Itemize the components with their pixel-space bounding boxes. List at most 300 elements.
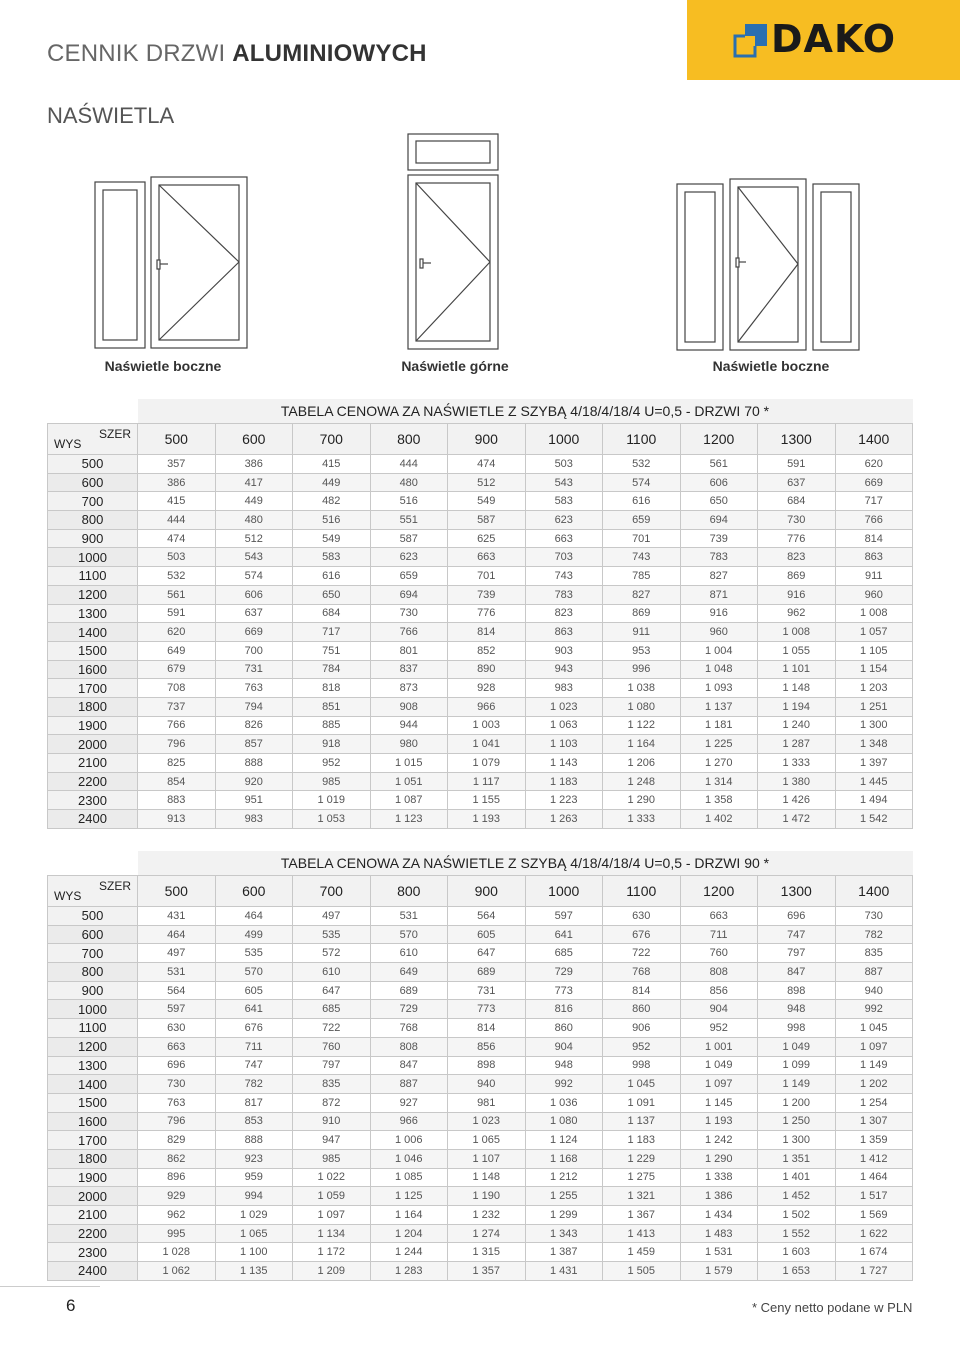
price-cell: 1 203 <box>835 679 913 698</box>
price-cell: 860 <box>525 1019 603 1038</box>
price-cell: 825 <box>138 754 216 773</box>
price-cell: 883 <box>138 791 216 810</box>
row-header-height: 1000 <box>48 548 138 567</box>
price-cell: 983 <box>525 679 603 698</box>
price-cell: 797 <box>758 944 836 963</box>
price-cell: 1 413 <box>603 1224 681 1243</box>
table-row <box>48 810 913 829</box>
row-header-height: 2300 <box>48 791 138 810</box>
price-cell: 783 <box>680 548 758 567</box>
table-row <box>48 585 913 604</box>
price-cell: 512 <box>215 529 293 548</box>
price-cell: 663 <box>448 548 526 567</box>
price-cell: 1 244 <box>370 1243 448 1262</box>
price-cell: 814 <box>835 529 913 548</box>
price-table-door-70 <box>47 399 913 829</box>
price-cell: 543 <box>215 548 293 567</box>
price-cell: 570 <box>370 925 448 944</box>
price-cell: 1 004 <box>680 641 758 660</box>
price-cell: 1 148 <box>448 1168 526 1187</box>
price-cell: 564 <box>138 981 216 1000</box>
table-row <box>48 660 913 679</box>
price-cell: 784 <box>293 660 371 679</box>
price-cell: 1 143 <box>525 754 603 773</box>
price-cell: 1 314 <box>680 772 758 791</box>
price-cell: 583 <box>525 492 603 511</box>
price-cell: 444 <box>138 511 216 530</box>
row-header-height: 800 <box>48 963 138 982</box>
price-cell: 650 <box>293 585 371 604</box>
price-cell: 980 <box>370 735 448 754</box>
width-axis-label: SZER <box>98 879 131 893</box>
row-header-height: 1500 <box>48 641 138 660</box>
price-cell: 574 <box>603 473 681 492</box>
column-header-width: 700 <box>293 424 371 455</box>
price-cell: 1 459 <box>603 1243 681 1262</box>
price-cell: 449 <box>293 473 371 492</box>
price-cell: 1 338 <box>680 1168 758 1187</box>
price-cell: 1 149 <box>758 1075 836 1094</box>
price-cell: 1 003 <box>448 716 526 735</box>
price-cell: 1 223 <box>525 791 603 810</box>
price-cell: 776 <box>758 529 836 548</box>
column-header-width: 1100 <box>603 876 681 907</box>
price-cell: 574 <box>215 567 293 586</box>
row-header-height: 2100 <box>48 1206 138 1225</box>
price-cell: 637 <box>758 473 836 492</box>
price-cell: 911 <box>835 567 913 586</box>
price-cell: 981 <box>448 1093 526 1112</box>
row-header-height: 1300 <box>48 1056 138 1075</box>
price-cell: 1 124 <box>525 1131 603 1150</box>
price-cell: 773 <box>525 981 603 1000</box>
price-cell: 739 <box>448 585 526 604</box>
price-cell: 717 <box>835 492 913 511</box>
price-cell: 920 <box>215 772 293 791</box>
price-cell: 1 046 <box>370 1149 448 1168</box>
price-cell: 1 300 <box>835 716 913 735</box>
price-cell: 1 401 <box>758 1168 836 1187</box>
price-cell: 531 <box>370 907 448 926</box>
table-row <box>48 981 913 1000</box>
price-cell: 776 <box>448 604 526 623</box>
door-top-light-drawing <box>407 133 499 351</box>
price-cell: 659 <box>370 567 448 586</box>
price-cell: 763 <box>138 1093 216 1112</box>
price-cell: 940 <box>835 981 913 1000</box>
price-cell: 782 <box>215 1075 293 1094</box>
price-cell: 918 <box>293 735 371 754</box>
price-cell: 647 <box>448 944 526 963</box>
price-cell: 766 <box>835 511 913 530</box>
price-cell: 826 <box>215 716 293 735</box>
price-cell: 1 275 <box>603 1168 681 1187</box>
price-cell: 888 <box>215 754 293 773</box>
price-cell: 923 <box>215 1149 293 1168</box>
price-cell: 1 333 <box>758 754 836 773</box>
price-cell: 856 <box>448 1037 526 1056</box>
column-header-width: 1100 <box>603 424 681 455</box>
column-header-width: 1000 <box>525 876 603 907</box>
price-cell: 948 <box>758 1000 836 1019</box>
column-header-width: 900 <box>448 876 526 907</box>
price-cell: 696 <box>138 1056 216 1075</box>
column-header-width: 500 <box>138 876 216 907</box>
table-row <box>48 1187 913 1206</box>
price-cell: 962 <box>758 604 836 623</box>
price-cell: 1 351 <box>758 1149 836 1168</box>
price-cell: 1 051 <box>370 772 448 791</box>
price-cell: 630 <box>603 907 681 926</box>
price-cell: 711 <box>215 1037 293 1056</box>
price-cell: 1 122 <box>603 716 681 735</box>
row-header-height: 600 <box>48 925 138 944</box>
price-cell: 992 <box>835 1000 913 1019</box>
row-header-height: 1200 <box>48 585 138 604</box>
table-row <box>48 567 913 586</box>
price-cell: 1 164 <box>603 735 681 754</box>
price-cell: 827 <box>680 567 758 586</box>
price-cell: 731 <box>448 981 526 1000</box>
price-cell: 1 464 <box>835 1168 913 1187</box>
price-cell: 852 <box>448 641 526 660</box>
price-cell: 669 <box>215 623 293 642</box>
price-cell: 1 008 <box>758 623 836 642</box>
price-cell: 1 569 <box>835 1206 913 1225</box>
price-cell: 1 062 <box>138 1262 216 1281</box>
price-cell: 994 <box>215 1187 293 1206</box>
price-cell: 823 <box>525 604 603 623</box>
price-cell: 1 091 <box>603 1093 681 1112</box>
table-row <box>48 1112 913 1131</box>
price-cell: 1 505 <box>603 1262 681 1281</box>
price-cell: 783 <box>525 585 603 604</box>
row-header-height: 2200 <box>48 1224 138 1243</box>
price-cell: 898 <box>448 1056 526 1075</box>
price-cell: 1 254 <box>835 1093 913 1112</box>
price-cell: 1 038 <box>603 679 681 698</box>
price-cell: 948 <box>525 1056 603 1075</box>
price-cell: 561 <box>138 585 216 604</box>
table-row <box>48 641 913 660</box>
price-cell: 1 380 <box>758 772 836 791</box>
table-row <box>48 529 913 548</box>
price-cell: 1 057 <box>835 623 913 642</box>
price-cell: 1 255 <box>525 1187 603 1206</box>
price-cell: 1 494 <box>835 791 913 810</box>
price-cell: 597 <box>138 1000 216 1019</box>
table-title: TABELA CENOWA ZA NAŚWIETLE Z SZYBĄ 4/18/4/18/4 U=0,5 - DRZWI 70 * <box>138 399 913 424</box>
price-cell: 1 183 <box>525 772 603 791</box>
price-cell: 916 <box>758 585 836 604</box>
price-cell: 782 <box>835 925 913 944</box>
price-cell: 729 <box>525 963 603 982</box>
price-cell: 829 <box>138 1131 216 1150</box>
price-cell: 1 502 <box>758 1206 836 1225</box>
price-cell: 1 200 <box>758 1093 836 1112</box>
price-cell: 760 <box>680 944 758 963</box>
price-cell: 823 <box>758 548 836 567</box>
price-cell: 572 <box>293 944 371 963</box>
price-cell: 952 <box>680 1019 758 1038</box>
price-cell: 549 <box>448 492 526 511</box>
price-cell: 814 <box>448 623 526 642</box>
price-cell: 943 <box>525 660 603 679</box>
price-cell: 1 426 <box>758 791 836 810</box>
price-cell: 747 <box>758 925 836 944</box>
price-cell: 1 299 <box>525 1206 603 1225</box>
price-cell: 906 <box>603 1019 681 1038</box>
table-row <box>48 623 913 642</box>
price-cell: 689 <box>448 963 526 982</box>
price-cell: 944 <box>370 716 448 735</box>
price-cell: 814 <box>603 981 681 1000</box>
price-cell: 908 <box>370 697 448 716</box>
price-cell: 641 <box>215 1000 293 1019</box>
row-header-height: 700 <box>48 492 138 511</box>
row-header-height: 1900 <box>48 716 138 735</box>
price-cell: 1 085 <box>370 1168 448 1187</box>
price-cell: 535 <box>293 925 371 944</box>
price-cell: 1 080 <box>603 697 681 716</box>
price-cell: 1 552 <box>758 1224 836 1243</box>
price-cell: 1 123 <box>370 810 448 829</box>
logo-mark-icon <box>733 24 767 58</box>
price-cell: 616 <box>293 567 371 586</box>
price-cell: 860 <box>603 1000 681 1019</box>
price-cell: 966 <box>448 697 526 716</box>
price-cell: 747 <box>215 1056 293 1075</box>
price-cell: 700 <box>215 641 293 660</box>
price-cell: 570 <box>215 963 293 982</box>
price-cell: 464 <box>138 925 216 944</box>
price-cell: 817 <box>215 1093 293 1112</box>
price-cell: 1 049 <box>680 1056 758 1075</box>
price-cell: 1 209 <box>293 1262 371 1281</box>
price-cell: 888 <box>215 1131 293 1150</box>
price-cell: 962 <box>138 1206 216 1225</box>
price-cell: 499 <box>215 925 293 944</box>
price-cell: 1 343 <box>525 1224 603 1243</box>
table-row <box>48 791 913 810</box>
price-cell: 532 <box>138 567 216 586</box>
price-cell: 1 212 <box>525 1168 603 1187</box>
price-footnote: * Ceny netto podane w PLN <box>752 1300 913 1315</box>
price-cell: 659 <box>603 511 681 530</box>
price-cell: 1 117 <box>448 772 526 791</box>
price-cell: 1 242 <box>680 1131 758 1150</box>
price-cell: 816 <box>525 1000 603 1019</box>
price-cell: 960 <box>680 623 758 642</box>
table-row <box>48 697 913 716</box>
price-cell: 663 <box>680 907 758 926</box>
price-cell: 951 <box>215 791 293 810</box>
column-header-width: 1200 <box>680 876 758 907</box>
price-cell: 482 <box>293 492 371 511</box>
row-header-height: 2200 <box>48 772 138 791</box>
price-cell: 1 517 <box>835 1187 913 1206</box>
price-cell: 960 <box>835 585 913 604</box>
price-cell: 696 <box>758 907 836 926</box>
price-cell: 998 <box>758 1019 836 1038</box>
price-cell: 1 229 <box>603 1149 681 1168</box>
table-title-row <box>48 851 913 876</box>
price-cell: 1 097 <box>680 1075 758 1094</box>
price-cell: 992 <box>525 1075 603 1094</box>
section-title: NAŚWIETLA <box>47 103 175 128</box>
price-cell: 1 290 <box>603 791 681 810</box>
price-cell: 1 148 <box>758 679 836 698</box>
price-table-door-90 <box>47 851 913 1281</box>
price-cell: 1 045 <box>835 1019 913 1038</box>
price-cell: 1 472 <box>758 810 836 829</box>
price-cell: 869 <box>603 604 681 623</box>
price-cell: 1 622 <box>835 1224 913 1243</box>
price-cell: 1 183 <box>603 1131 681 1150</box>
price-cell: 1 006 <box>370 1131 448 1150</box>
table-row <box>48 548 913 567</box>
price-cell: 474 <box>448 455 526 474</box>
price-cell: 685 <box>293 1000 371 1019</box>
price-cell: 1 087 <box>370 791 448 810</box>
price-cell: 1 028 <box>138 1243 216 1262</box>
price-cell: 663 <box>525 529 603 548</box>
caption-side-light-left: Naświetle boczne <box>104 358 222 374</box>
table-row <box>48 1131 913 1150</box>
price-cell: 1 172 <box>293 1243 371 1262</box>
table-title-row <box>48 399 913 424</box>
table-header-row <box>48 424 913 455</box>
price-cell: 647 <box>293 981 371 1000</box>
price-cell: 985 <box>293 772 371 791</box>
price-cell: 531 <box>138 963 216 982</box>
price-cell: 947 <box>293 1131 371 1150</box>
table-row <box>48 679 913 698</box>
price-cell: 1 359 <box>835 1131 913 1150</box>
price-cell: 1 190 <box>448 1187 526 1206</box>
price-cell: 995 <box>138 1224 216 1243</box>
price-cell: 717 <box>293 623 371 642</box>
price-cell: 543 <box>525 473 603 492</box>
table-row <box>48 1056 913 1075</box>
price-cell: 1 145 <box>680 1093 758 1112</box>
price-cell: 998 <box>603 1056 681 1075</box>
price-cell: 663 <box>138 1037 216 1056</box>
price-cell: 549 <box>293 529 371 548</box>
price-cell: 797 <box>293 1056 371 1075</box>
price-cell: 1 063 <box>525 716 603 735</box>
table-row <box>48 772 913 791</box>
price-cell: 1 097 <box>835 1037 913 1056</box>
price-cell: 1 055 <box>758 641 836 660</box>
price-cell: 729 <box>370 1000 448 1019</box>
price-cell: 1 357 <box>448 1262 526 1281</box>
price-cell: 1 290 <box>680 1149 758 1168</box>
price-cell: 701 <box>448 567 526 586</box>
price-cell: 685 <box>525 944 603 963</box>
price-cell: 708 <box>138 679 216 698</box>
table-row <box>48 963 913 982</box>
price-cell: 1 045 <box>603 1075 681 1094</box>
price-cell: 417 <box>215 473 293 492</box>
price-cell: 684 <box>758 492 836 511</box>
price-cell: 952 <box>603 1037 681 1056</box>
price-cell: 616 <box>603 492 681 511</box>
price-cell: 730 <box>138 1075 216 1094</box>
price-cell: 871 <box>680 585 758 604</box>
row-header-height: 1300 <box>48 604 138 623</box>
row-header-height: 1400 <box>48 623 138 642</box>
column-header-width: 600 <box>215 424 293 455</box>
row-header-height: 500 <box>48 455 138 474</box>
price-cell: 996 <box>603 660 681 679</box>
row-header-height: 1100 <box>48 567 138 586</box>
price-cell: 623 <box>370 548 448 567</box>
price-cell: 1 059 <box>293 1187 371 1206</box>
price-cell: 1 531 <box>680 1243 758 1262</box>
price-cell: 722 <box>293 1019 371 1038</box>
table-row <box>48 1019 913 1038</box>
row-header-height: 600 <box>48 473 138 492</box>
price-cell: 1 194 <box>758 697 836 716</box>
price-cell: 532 <box>603 455 681 474</box>
price-cell: 827 <box>603 585 681 604</box>
price-cell: 856 <box>680 981 758 1000</box>
price-cell: 1 348 <box>835 735 913 754</box>
price-cell: 766 <box>370 623 448 642</box>
price-cell: 1 065 <box>448 1131 526 1150</box>
price-cell: 1 300 <box>758 1131 836 1150</box>
price-cell: 1 542 <box>835 810 913 829</box>
price-cell: 1 100 <box>215 1243 293 1262</box>
price-cell: 904 <box>525 1037 603 1056</box>
table-row <box>48 1243 913 1262</box>
price-cell: 1 019 <box>293 791 371 810</box>
price-cell: 591 <box>138 604 216 623</box>
price-cell: 597 <box>525 907 603 926</box>
price-cell: 386 <box>138 473 216 492</box>
row-header-height: 1700 <box>48 1131 138 1150</box>
price-cell: 1 093 <box>680 679 758 698</box>
price-cell: 1 125 <box>370 1187 448 1206</box>
price-cell: 768 <box>603 963 681 982</box>
price-cell: 1 008 <box>835 604 913 623</box>
price-cell: 773 <box>448 1000 526 1019</box>
price-cell: 1 023 <box>525 697 603 716</box>
row-header-height: 1100 <box>48 1019 138 1038</box>
price-cell: 1 270 <box>680 754 758 773</box>
price-cell: 952 <box>293 754 371 773</box>
door-side-panel-left-drawing <box>94 176 248 350</box>
price-cell: 1 445 <box>835 772 913 791</box>
price-cell: 1 149 <box>835 1056 913 1075</box>
price-cell: 1 049 <box>758 1037 836 1056</box>
row-header-height: 900 <box>48 529 138 548</box>
price-cell: 1 307 <box>835 1112 913 1131</box>
row-header-height: 2400 <box>48 1262 138 1281</box>
row-header-height: 500 <box>48 907 138 926</box>
price-cell: 768 <box>370 1019 448 1038</box>
price-cell: 703 <box>525 548 603 567</box>
price-cell: 763 <box>215 679 293 698</box>
price-cell: 808 <box>370 1037 448 1056</box>
row-header-height: 1800 <box>48 1149 138 1168</box>
price-cell: 620 <box>138 623 216 642</box>
price-cell: 1 387 <box>525 1243 603 1262</box>
table-row <box>48 492 913 511</box>
table-row <box>48 716 913 735</box>
price-cell: 497 <box>293 907 371 926</box>
